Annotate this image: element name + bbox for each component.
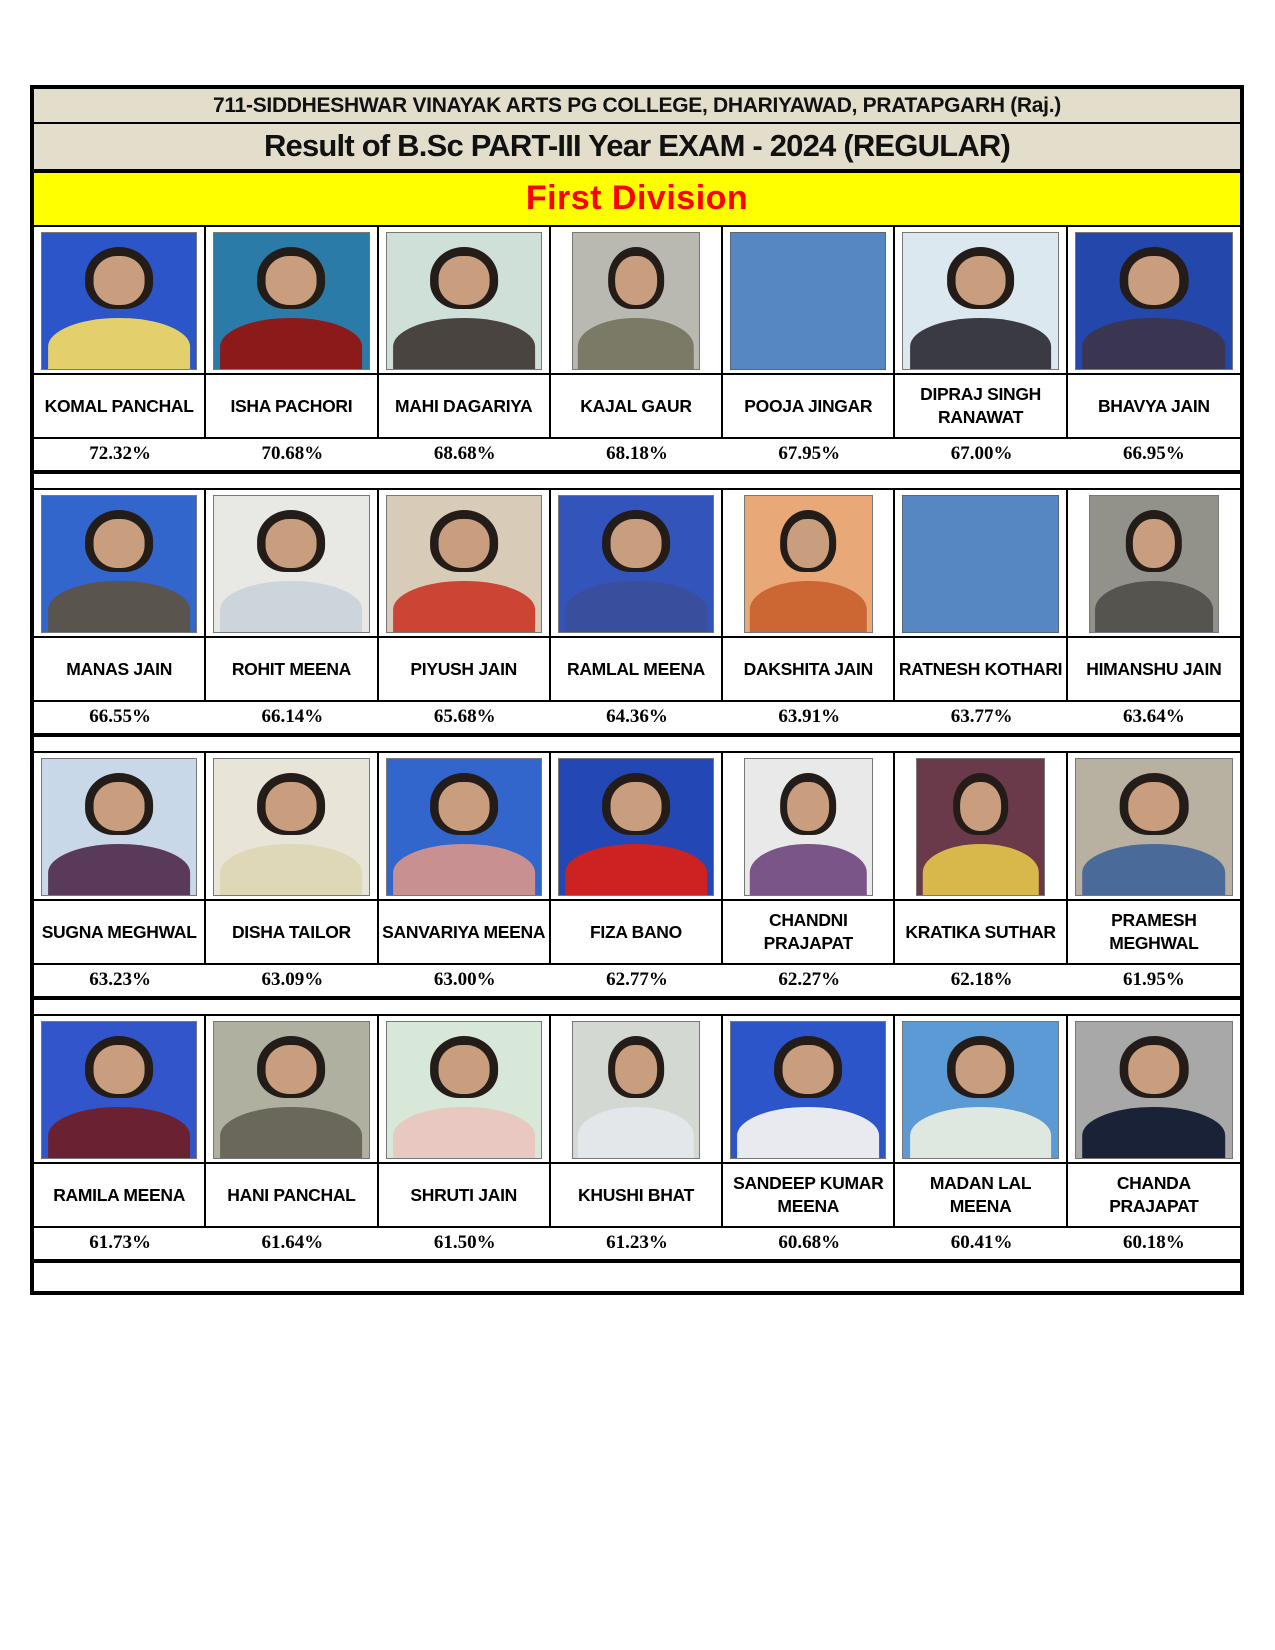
student-photo xyxy=(41,758,197,896)
student-photo xyxy=(386,495,542,633)
student-name: PRAMESH MEGHWAL xyxy=(1109,910,1199,953)
photo-cell xyxy=(551,227,723,373)
photo-shoulders xyxy=(578,1107,694,1159)
division-banner: First Division xyxy=(34,173,1240,225)
photo-cell xyxy=(1068,753,1240,899)
photo-cell xyxy=(895,753,1067,899)
student-name: KHUSHI BHAT xyxy=(551,1164,723,1226)
student-photo xyxy=(386,232,542,370)
photo-cell xyxy=(206,1016,378,1162)
photo-face xyxy=(438,782,489,831)
student-percent: 67.95% xyxy=(778,443,841,464)
photo-shoulders xyxy=(1082,318,1226,370)
student-percent: 63.23% xyxy=(89,969,152,990)
photo-face xyxy=(266,782,317,831)
student-percent: 64.36% xyxy=(606,706,668,727)
student-photo xyxy=(902,232,1058,370)
student-percent: 62.77% xyxy=(606,969,668,990)
percents-row xyxy=(34,700,1240,737)
student-percent: 61.95% xyxy=(1122,969,1185,990)
student-percent: 66.14% xyxy=(261,706,324,727)
student-name: KAJAL GAUR xyxy=(551,375,723,437)
student-percent: 63.91% xyxy=(778,706,841,727)
photo-cell xyxy=(723,490,895,636)
student-photo xyxy=(558,495,714,633)
student-photo xyxy=(572,1021,701,1159)
photo-face xyxy=(1128,782,1180,831)
photos-row xyxy=(34,490,1240,636)
student-name: ISHA PACHORI xyxy=(206,375,378,437)
photo-cell xyxy=(551,1016,723,1162)
result-title: Result of B.Sc PART-III Year EXAM - 2024 (REGULAR) xyxy=(34,124,1240,173)
blank-photo-placeholder xyxy=(902,495,1058,633)
student-name: RATNESH KOTHARI xyxy=(895,638,1067,700)
photo-cell xyxy=(723,227,895,373)
student-percent: 68.68% xyxy=(433,443,496,464)
student-row-group xyxy=(34,225,1240,474)
student-percent: 67.00% xyxy=(950,443,1013,464)
photo-cell xyxy=(1068,1016,1240,1162)
photo-face xyxy=(960,782,1002,831)
student-name: BHAVYA JAIN xyxy=(1097,395,1210,416)
photo-shoulders xyxy=(910,1107,1052,1159)
student-photo xyxy=(41,232,197,370)
student-photo xyxy=(558,758,714,896)
photo-shoulders xyxy=(750,581,866,633)
photo-cell xyxy=(34,1016,206,1162)
student-name: SANVARIYA MEENA xyxy=(379,901,551,963)
names-row xyxy=(34,899,1240,963)
student-name: HANI PANCHAL xyxy=(206,1164,378,1226)
photo-face xyxy=(266,519,317,568)
photo-face xyxy=(611,782,662,831)
student-name: PIYUSH JAIN xyxy=(379,638,551,700)
student-percent: 72.32% xyxy=(89,443,152,464)
names-row xyxy=(34,373,1240,437)
student-photo xyxy=(386,1021,542,1159)
student-name: POOJA JINGAR xyxy=(723,375,895,437)
photo-shoulders xyxy=(1082,844,1226,896)
photo-face xyxy=(787,782,829,831)
student-name: KRATIKA SUTHAR xyxy=(895,901,1067,963)
student-name: RAMILA MEENA xyxy=(34,1164,206,1226)
blank-photo-placeholder xyxy=(730,232,886,370)
student-photo xyxy=(1075,232,1233,370)
student-percent: 63.77% xyxy=(950,706,1013,727)
student-photo xyxy=(386,758,542,896)
student-photo xyxy=(916,758,1045,896)
student-percent: 60.41% xyxy=(950,1232,1013,1253)
photo-shoulders xyxy=(48,581,190,633)
student-name: CHANDNI PRAJAPAT xyxy=(723,901,895,963)
student-percent: 60.18% xyxy=(1122,1232,1185,1253)
student-name: DISHA TAILOR xyxy=(206,901,378,963)
photo-cell xyxy=(1068,490,1240,636)
photo-cell xyxy=(34,227,206,373)
student-photo xyxy=(213,495,369,633)
photo-shoulders xyxy=(910,318,1052,370)
photo-face xyxy=(955,1045,1006,1094)
photo-cell xyxy=(895,490,1067,636)
photos-row xyxy=(34,227,1240,373)
student-percent: 62.18% xyxy=(950,969,1013,990)
student-percent: 63.09% xyxy=(261,969,324,990)
photo-shoulders xyxy=(750,844,866,896)
photo-face xyxy=(955,256,1006,305)
photo-face xyxy=(783,1045,834,1094)
student-name: DIPRAJ SINGH RANAWAT xyxy=(895,375,1067,437)
photo-face xyxy=(94,782,145,831)
student-name: CHANDA PRAJAPAT xyxy=(1109,1173,1199,1216)
photo-cell xyxy=(379,753,551,899)
student-name: RAMLAL MEENA xyxy=(551,638,723,700)
photo-face xyxy=(266,1045,317,1094)
photo-shoulders xyxy=(221,318,363,370)
photo-shoulders xyxy=(578,318,694,370)
photo-shoulders xyxy=(393,1107,535,1159)
student-percent: 60.68% xyxy=(778,1232,841,1253)
student-percent: 61.50% xyxy=(433,1232,496,1253)
college-title: 711-SIDDHESHWAR VINAYAK ARTS PG COLLEGE, DHARIYAWAD, PRATAPGARH (Raj.) xyxy=(34,89,1240,124)
photo-face xyxy=(438,519,489,568)
student-name: SHRUTI JAIN xyxy=(379,1164,551,1226)
photo-cell xyxy=(206,227,378,373)
student-percent: 66.55% xyxy=(89,706,152,727)
student-name: DAKSHITA JAIN xyxy=(723,638,895,700)
photo-shoulders xyxy=(565,581,707,633)
student-name: KOMAL PANCHAL xyxy=(34,375,206,437)
photo-shoulders xyxy=(393,318,535,370)
student-name: MAHI DAGARIYA xyxy=(379,375,551,437)
photo-face xyxy=(438,256,489,305)
row-separator xyxy=(34,737,1240,751)
student-photo xyxy=(1089,495,1219,633)
student-percent: 66.95% xyxy=(1122,443,1185,464)
names-row xyxy=(34,1162,1240,1226)
photo-face xyxy=(94,256,145,305)
student-photo xyxy=(744,495,873,633)
student-name: MANAS JAIN xyxy=(34,638,206,700)
photo-face xyxy=(266,256,317,305)
bottom-empty-row xyxy=(34,1263,1240,1291)
student-photo xyxy=(744,758,873,896)
student-percent: 61.73% xyxy=(89,1232,152,1253)
student-percent: 63.00% xyxy=(433,969,496,990)
student-percent: 65.68% xyxy=(433,706,496,727)
row-separator xyxy=(34,1000,1240,1014)
photo-cell xyxy=(723,1016,895,1162)
photo-face xyxy=(94,1045,145,1094)
student-photo xyxy=(1075,1021,1233,1159)
photo-face xyxy=(615,1045,657,1094)
names-row xyxy=(34,636,1240,700)
photo-cell xyxy=(723,753,895,899)
photos-row xyxy=(34,753,1240,899)
student-photo xyxy=(41,1021,197,1159)
photo-shoulders xyxy=(221,1107,363,1159)
student-name: SANDEEP KUMAR MEENA xyxy=(723,1164,895,1226)
photo-face xyxy=(1133,519,1175,568)
student-row-group xyxy=(34,488,1240,737)
student-name: HIMANSHU JAIN xyxy=(1086,658,1222,679)
photo-shoulders xyxy=(48,318,190,370)
photo-cell xyxy=(34,490,206,636)
photo-face xyxy=(94,519,145,568)
photos-row xyxy=(34,1016,1240,1162)
student-photo xyxy=(41,495,197,633)
photo-face xyxy=(615,256,657,305)
photo-cell xyxy=(379,227,551,373)
student-photo xyxy=(730,1021,886,1159)
percents-row xyxy=(34,437,1240,474)
photo-cell xyxy=(895,227,1067,373)
student-photo xyxy=(1075,758,1233,896)
student-photo xyxy=(902,1021,1058,1159)
photo-shoulders xyxy=(221,844,363,896)
student-name: ROHIT MEENA xyxy=(206,638,378,700)
photo-face xyxy=(611,519,662,568)
photo-shoulders xyxy=(393,581,535,633)
student-name: MADAN LAL MEENA xyxy=(895,1164,1067,1226)
photo-face xyxy=(1128,1045,1180,1094)
photo-cell xyxy=(551,490,723,636)
photo-cell xyxy=(34,753,206,899)
student-name: SUGNA MEGHWAL xyxy=(34,901,206,963)
photo-shoulders xyxy=(48,1107,190,1159)
students-grid xyxy=(34,225,1240,1263)
student-percent: 61.64% xyxy=(261,1232,324,1253)
photo-cell xyxy=(551,753,723,899)
student-percent: 70.68% xyxy=(261,443,324,464)
student-percent: 62.27% xyxy=(778,969,841,990)
student-row-group xyxy=(34,1014,1240,1263)
student-percent: 68.18% xyxy=(606,443,668,464)
photo-shoulders xyxy=(565,844,707,896)
photo-cell xyxy=(206,490,378,636)
student-percent: 61.23% xyxy=(606,1232,668,1253)
photo-shoulders xyxy=(48,844,190,896)
photo-face xyxy=(438,1045,489,1094)
photo-cell xyxy=(379,1016,551,1162)
photo-shoulders xyxy=(1095,581,1213,633)
photo-cell xyxy=(1068,227,1240,373)
photo-face xyxy=(1128,256,1180,305)
photo-cell xyxy=(206,753,378,899)
photo-shoulders xyxy=(922,844,1038,896)
student-row-group xyxy=(34,751,1240,1000)
percents-row xyxy=(34,1226,1240,1263)
photo-face xyxy=(787,519,829,568)
student-photo xyxy=(213,758,369,896)
photo-cell xyxy=(379,490,551,636)
student-photo xyxy=(213,1021,369,1159)
student-photo xyxy=(572,232,701,370)
result-board xyxy=(30,85,1244,1295)
photo-shoulders xyxy=(221,581,363,633)
student-name: FIZA BANO xyxy=(551,901,723,963)
student-percent: 63.64% xyxy=(1122,706,1185,727)
percents-row xyxy=(34,963,1240,1000)
photo-shoulders xyxy=(737,1107,879,1159)
photo-cell xyxy=(895,1016,1067,1162)
student-photo xyxy=(213,232,369,370)
photo-shoulders xyxy=(1082,1107,1226,1159)
photo-shoulders xyxy=(393,844,535,896)
row-separator xyxy=(34,474,1240,488)
